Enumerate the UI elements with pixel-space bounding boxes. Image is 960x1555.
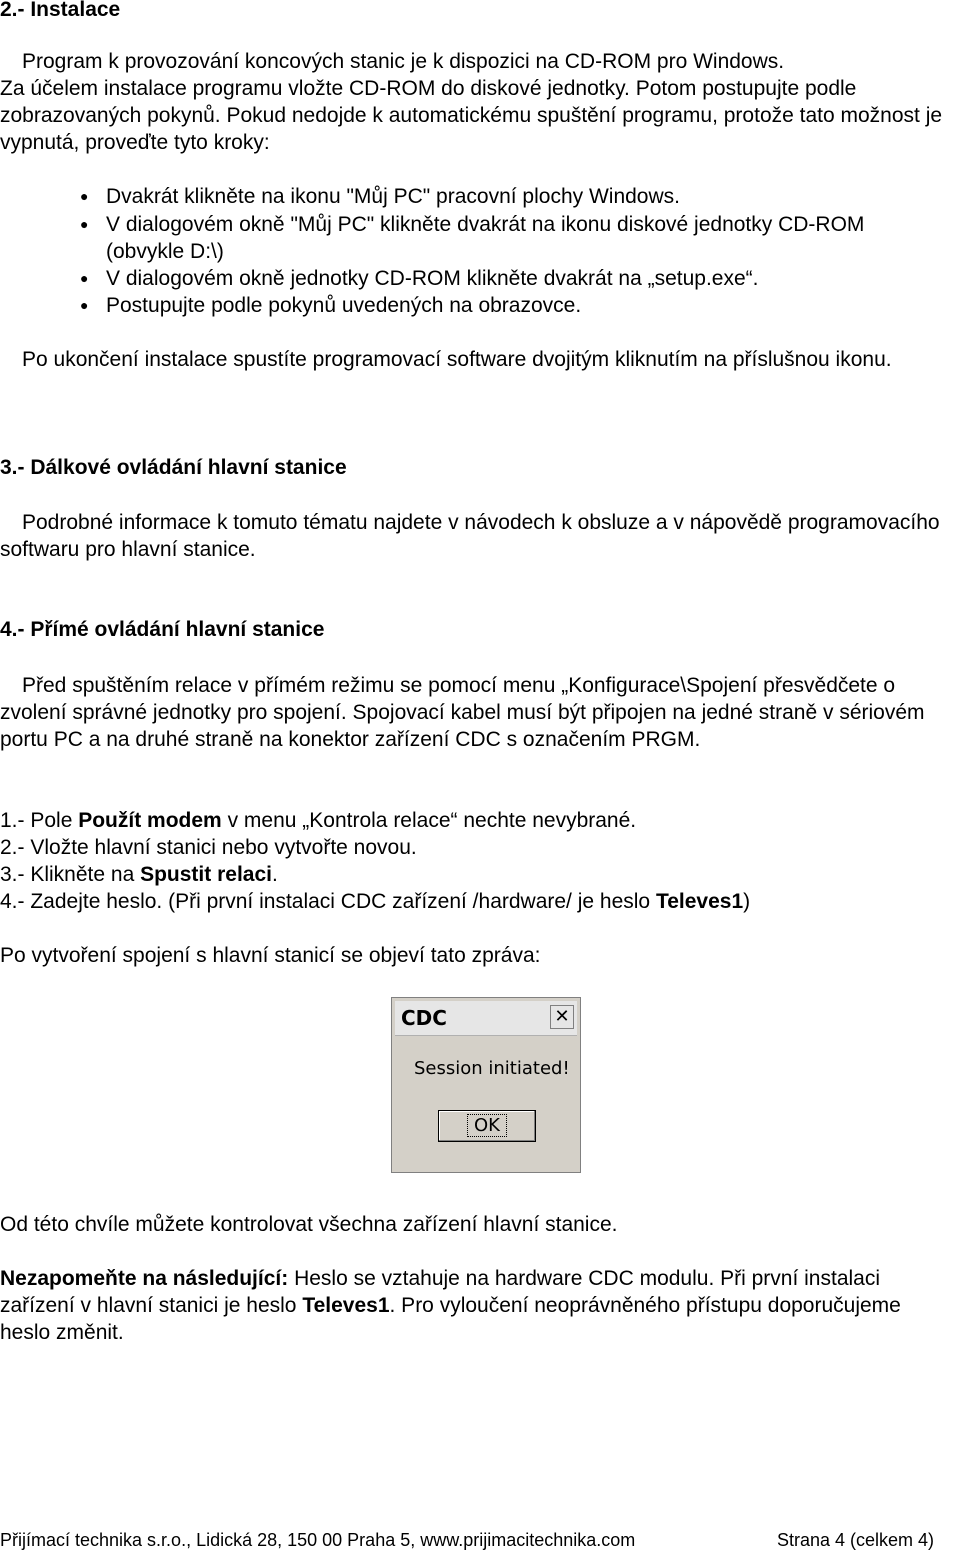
- note-password: Televes1: [302, 1294, 390, 1317]
- cdc-dialog: [391, 997, 581, 1173]
- section-3-paragraph: Podrobné informace k tomuto tématu najdete v návodech k obsluze a v nápovědě programovacího softwaru pro hlavní stanice.: [0, 511, 940, 561]
- bullet-icon: ●: [80, 216, 89, 232]
- step-4-password: Televes1: [655, 890, 744, 913]
- section-2-paragraph-line1: Program k provozování koncových stanic je k dispozici na CD-ROM pro Windows.: [22, 50, 785, 73]
- step-4: 4.- Zadejte heslo. (Při první instalaci CDC zařízení /hardware/ je heslo Televes1): [0, 890, 751, 913]
- section-4-paragraph: Před spuštěním relace v přímém režimu se pomocí menu „Konfigurace\Spojení přesvědčete o zvolení správné jednotky pro spojení. Spojovací kabel musí být připojen na jedné straně v sériovém portu PC a na druhé straně na konektor zařízení CDC s označením PRGM.: [0, 674, 925, 751]
- ok-button[interactable]: [438, 1110, 536, 1142]
- list-item-text: Dvakrát klikněte na ikonu "Můj PC" pracovní plochy Windows.: [106, 185, 680, 208]
- step-3: 3.- Klikněte na Spustit relaci.: [0, 863, 278, 886]
- close-icon[interactable]: ✕: [550, 1005, 574, 1029]
- step-1: 1.- Pole Použít modem v menu „Kontrola relace“ nechte nevybrané.: [0, 809, 637, 832]
- bullet-icon: ●: [80, 270, 89, 286]
- message-intro: Po vytvoření spojení s hlavní stanicí se objeví tato zpráva:: [0, 944, 541, 967]
- bullet-icon: ●: [80, 297, 89, 313]
- list-item-text: Postupujte podle pokynů uvedených na obrazovce.: [106, 294, 582, 317]
- ok-button-label: OK: [467, 1114, 507, 1137]
- list-item-text: V dialogovém okně jednotky CD-ROM klikněte dvakrát na „setup.exe“.: [106, 267, 759, 290]
- footer-left: Přijímací technika s.r.o., Lidická 28, 150 00 Praha 5, www.prijimacitechnika.com: [0, 1530, 636, 1550]
- bullet-icon: ●: [80, 188, 89, 204]
- closing-paragraph: Od této chvíle můžete kontrolovat všechna zařízení hlavní stanice.: [0, 1213, 618, 1236]
- section-4-heading: 4.- Přímé ovládání hlavní stanice: [0, 618, 325, 641]
- step-3-bold: Spustit relaci: [140, 863, 272, 886]
- section-3-heading: 3.- Dálkové ovládání hlavní stanice: [0, 456, 347, 479]
- step-1-bold: Použít modem: [78, 809, 222, 832]
- step-2: 2.- Vložte hlavní stanici nebo vytvořte novou.: [0, 836, 417, 859]
- note-label: Nezapomeňte na následující:: [0, 1267, 289, 1290]
- footer-page-number: Strana 4 (celkem 4): [776, 1530, 934, 1550]
- dialog-titlebar: [395, 1001, 577, 1036]
- section-2-closing: Po ukončení instalace spustíte programovací software dvojitým kliknutím na příslušnou ikonu.: [22, 348, 892, 371]
- list-item-text: V dialogovém okně "Můj PC" klikněte dvakrát na ikonu diskové jednotky CD-ROM (obvykle D:\): [106, 213, 865, 263]
- dialog-title: CDC: [401, 1006, 447, 1030]
- section-2-paragraph: [0, 48, 960, 156]
- dialog-message: Session initiated!: [414, 1058, 570, 1079]
- note-paragraph: Nezapomeňte na následující: Heslo se vztahuje na hardware CDC modulu. Při první instalaci zařízení v hlavní stanici je heslo Televes1. Pro vyloučení neoprávněného přístupu doporučujeme heslo změnit.: [0, 1267, 901, 1344]
- section-2-paragraph-rest: Za účelem instalace programu vložte CD-ROM do diskové jednotky. Potom postupujte podle zobrazovaných pokynů. Pokud nedojde k automatickému spuštění programu, protože tato možnost je vypnutá, proveďte tyto kroky:: [0, 77, 943, 154]
- section-2-heading: 2.- Instalace: [0, 0, 121, 21]
